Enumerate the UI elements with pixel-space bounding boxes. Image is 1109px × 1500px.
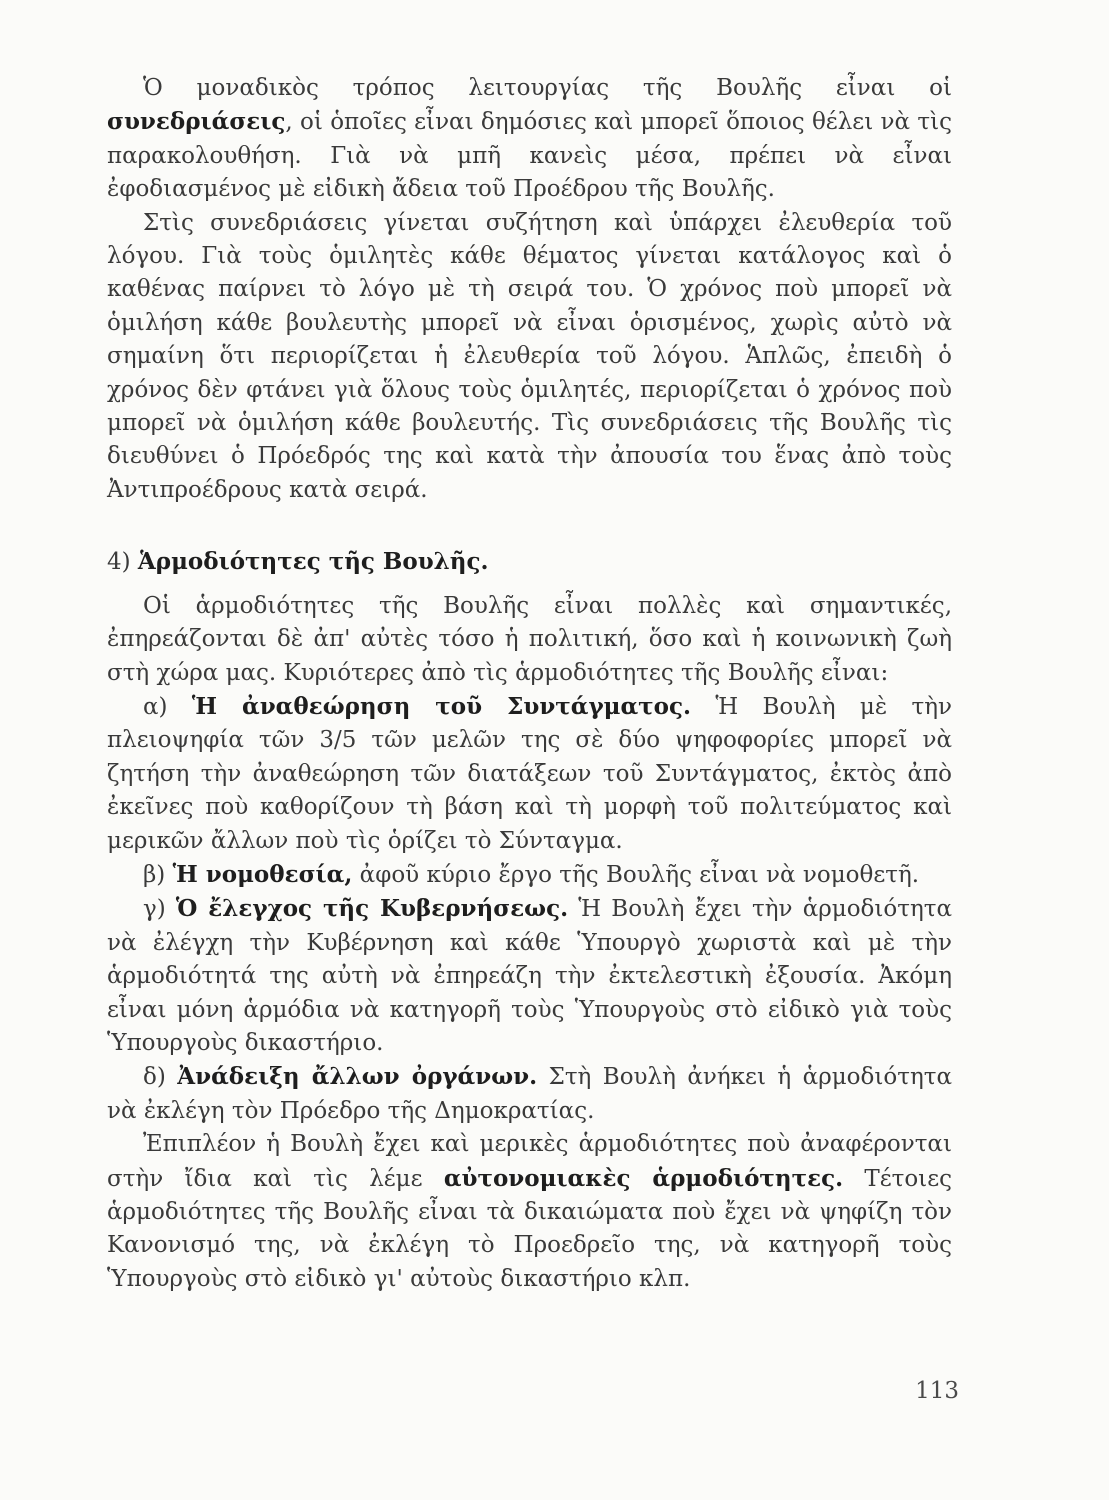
paragraph-powers-intro: Οἱ ἁρμοδιότητες τῆς Βουλῆς εἶναι πολλὲς καὶ σημαντικές, ἐπηρεάζονται δὲ ἀπ' αὐτὲς τόσο ἡ πολιτική, ὅσο καὶ ἡ κοινωνικὴ ζωὴ στὴ χώρα μας. Κυριότερες ἀπὸ τὶς ἁρμοδιότητες τῆς Βουλῆς εἶναι:: [107, 592, 952, 686]
item-title: Ἡ νομοθεσία,: [172, 860, 353, 888]
item-text: Ἡ Βουλὴ ἔχει τὴν ἁρμοδιότητα νὰ ἐλέγχη τὴν Κυβέρνηση καὶ κάθε Ὑπουργὸ χωριστὰ καὶ μὲ τὴν ἁρμοδιότητά της αὐτὴ νὰ ἐπηρεάζη τὴν ἐκτελεστικὴ ἐξουσία. Ἀκόμη εἶναι μόνη ἁρμόδια νὰ κατηγορῆ τοὺς Ὑπουργοὺς στὸ εἰδικὸ γιὰ τοὺς Ὑπουργοὺς δικαστήριο.: [107, 896, 953, 1056]
bold-term: συνεδριάσεις: [107, 108, 286, 136]
item-text: Στὴ Βουλὴ ἀνήκει ἡ ἁρμοδιότητα νὰ ἐκλέγη τὸν Πρόεδρο τῆς Δημοκρατίας.: [107, 1064, 952, 1124]
item-text: ἀφοῦ κύριο ἔργο τῆς Βουλῆς εἶναι νὰ νομοθετῆ.: [352, 861, 920, 888]
item-title: Ἡ ἀναθεώρηση τοῦ Συντάγματος.: [191, 692, 692, 720]
list-item: [107, 1060, 952, 1128]
text-run: Ἐπιπλέον ἡ Βουλὴ ἔχει καὶ μερικὲς ἁρμοδιότητες ποὺ ἀναφέρονται στὴν ἴδια καὶ τὶς λέμε: [107, 1131, 952, 1192]
paragraph-sessions: [107, 72, 952, 207]
item-letter: δ): [143, 1064, 178, 1091]
list-item: [107, 858, 952, 892]
heading-title: Ἁρμοδιότητες τῆς Βουλῆς.: [137, 548, 489, 576]
list-item: [107, 690, 952, 858]
list-item: [107, 892, 952, 1060]
text-run: , οἱ ὁποῖες εἶναι δημόσιες καὶ μπορεῖ ὅποιος θέλει νὰ τὶς παρακολουθήση. Γιὰ νὰ μπῆ κανεὶς μέσα, πρέπει νὰ εἶναι ἐφοδιασμένος μὲ εἰδικὴ ἄδεια τοῦ Προέδρου τῆς Βουλῆς.: [107, 109, 952, 203]
section-heading: [107, 545, 952, 579]
page-body: [107, 72, 952, 1296]
text-run: Τέτοιες ἁρμοδιότητες τῆς Βουλῆς εἶναι τὰ δικαιώματα ποὺ ἔχει νὰ ψηφίζη τὸν Κανονισμό της, νὰ ἐκλέγη τὸ Προεδρεῖο της, νὰ κατηγορῆ τοὺς Ὑπουργοὺς στὸ εἰδικὸ γι' αὐτοὺς δικαστήριο κλπ.: [107, 1165, 952, 1292]
text-run: Ὁ μοναδικὸς τρόπος λειτουργίας τῆς Βουλῆς εἶναι οἱ: [143, 75, 952, 101]
item-letter: α): [143, 693, 192, 720]
bold-term: αὐτονομιακὲς ἁρμοδιότητες.: [443, 1164, 844, 1192]
item-title: Ὁ ἔλεγχος τῆς Κυβερνήσεως.: [175, 895, 569, 923]
paragraph-speech: Στὶς συνεδριάσεις γίνεται συζήτηση καὶ ὑπάρχει ἐλευθερία τοῦ λόγου. Γιὰ τοὺς ὁμιλητὲς κάθε θέματος γίνεται κατάλογος καὶ ὁ καθένας παίρνει τὸ λόγο μὲ τὴ σειρά του. Ὁ χρόνος ποὺ μπορεῖ νὰ ὁμιλήση κάθε βουλευτὴς μπορεῖ νὰ εἶναι ὁρισμένος, χωρὶς αὐτὸ νὰ σημαίνη ὅτι περιορίζεται ἡ ἐλευθερία τοῦ λόγου. Ἁπλῶς, ἐπειδὴ ὁ χρόνος δὲν φτάνει γιὰ ὅλους τοὺς ὁμιλητές, περιορίζεται ὁ χρόνος ποὺ μπορεῖ νὰ ὁμιλήση κάθε βουλευτής. Τὶς συνεδριάσεις τῆς Βουλῆς τὶς διευθύνει ὁ Πρόεδρός της καὶ κατὰ τὴν ἀπουσία του ἕνας ἀπὸ τοὺς Ἀντιπροέδρους κατὰ σειρά.: [107, 209, 952, 503]
paragraph-autonomy: [107, 1128, 952, 1296]
heading-number: 4): [107, 549, 138, 576]
item-letter: γ): [143, 896, 176, 923]
item-text: Ἡ Βουλὴ μὲ τὴν πλειοψηφία τῶν 3/5 τῶν μελῶν της σὲ δύο ψηφοφορίες μπορεῖ νὰ ζητήση τὴν ἀναθεώρηση τῶν διατάξεων τοῦ Συντάγματος, ἐκτὸς ἀπὸ ἐκεῖνες ποὺ καθορίζουν τὴ βάση καὶ τὴ μορφὴ τοῦ πολιτεύματος καὶ μερικῶν ἄλλων ποὺ τὶς ὁρίζει τὸ Σύνταγμα.: [107, 693, 952, 854]
item-title: Ἀνάδειξη ἄλλων ὀργάνων.: [177, 1063, 538, 1091]
item-letter: β): [143, 861, 173, 888]
page-number: 113: [915, 1378, 959, 1404]
